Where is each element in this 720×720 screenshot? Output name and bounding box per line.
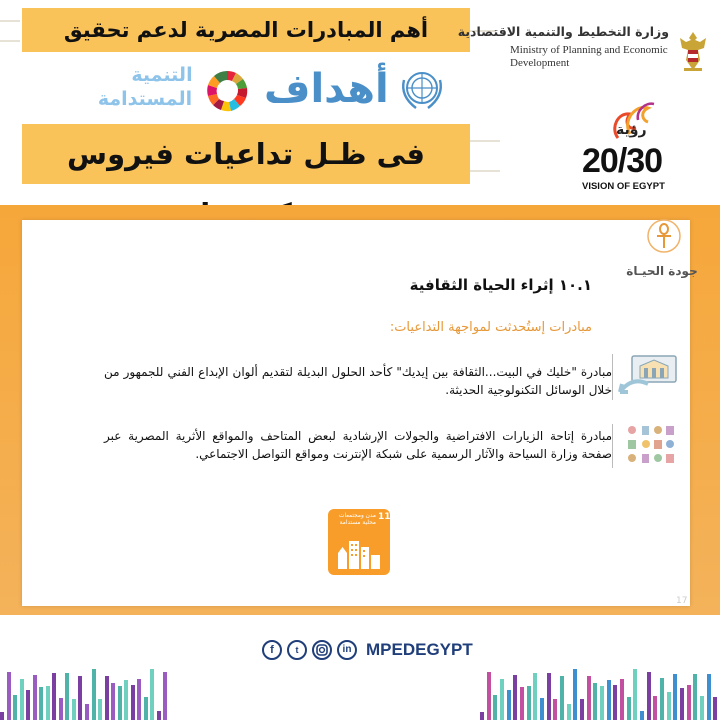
equalizer-bar — [507, 690, 511, 720]
vision-2030-logo — [578, 98, 688, 193]
equalizer-bar — [20, 679, 24, 720]
equalizer-bar — [540, 698, 544, 720]
equalizer-bar — [607, 680, 611, 720]
equalizer-bar — [500, 679, 504, 720]
sdg-word: أهداف — [264, 66, 389, 112]
divider — [612, 354, 613, 400]
twitter-icon[interactable]: t — [287, 640, 307, 660]
equalizer-bar — [560, 676, 564, 720]
equalizer-bar — [13, 695, 17, 720]
sdg-word-line2: المستدامة — [97, 88, 193, 110]
sdg-wheel-icon — [204, 68, 250, 114]
equalizer-bar — [137, 679, 141, 720]
equalizer-bar — [620, 679, 624, 720]
ministry-name-en: Ministry of Planning and Economic Development — [510, 44, 668, 69]
equalizer-bar — [157, 711, 161, 720]
equalizer-bar — [687, 685, 691, 720]
sdg-word-line1: التنمية — [131, 64, 193, 86]
equalizer-bar — [707, 674, 711, 720]
equalizer-bar — [72, 699, 76, 720]
equalizer-bar — [105, 676, 109, 720]
equalizer-bar — [700, 696, 704, 720]
initiative-1: مبادرة "خليك في البيت...الثقافة بين إيديك" كأحد الحلول البديلة لتقديم ألوان الإبداع الفني للجمهور من خلال الوسائل التكنولوجية الحديثة. — [104, 365, 612, 397]
equalizer-bar — [0, 712, 4, 720]
equalizer-bar — [59, 698, 63, 720]
equalizer-bar — [587, 676, 591, 720]
equalizer-bar — [39, 687, 43, 720]
equalizer-bar — [667, 692, 671, 720]
ministry-logo — [457, 18, 715, 78]
equalizer-bar — [640, 711, 644, 720]
equalizer-bar — [124, 680, 128, 720]
equalizer-bar — [547, 673, 551, 720]
equalizer-bar — [600, 686, 604, 720]
equalizer-bar — [111, 683, 115, 720]
equalizer-bar — [78, 676, 82, 720]
section-subtitle: مبادرات إستُحدثت لمواجهة التداعيات: — [389, 320, 592, 335]
social-handle[interactable]: MPEDEGYPT — [366, 640, 473, 659]
sdg-title — [90, 60, 470, 120]
equalizer-bar — [553, 699, 557, 720]
sdg11-badge — [328, 509, 390, 575]
equalizer-bar — [653, 696, 657, 720]
vision-label-ar: رؤية — [616, 122, 647, 138]
equalizer-bar — [693, 674, 697, 720]
ministry-name-ar: وزارة التخطيط والتنمية الاقتصادية — [457, 24, 669, 39]
equalizer-bar — [493, 695, 497, 720]
equalizer-bar — [673, 674, 677, 720]
top-banner — [22, 8, 470, 52]
page-number: 17 — [676, 596, 688, 606]
equalizer-bar — [98, 699, 102, 720]
equalizer-bar — [131, 685, 135, 720]
equalizer-bar — [627, 697, 631, 720]
equalizer-bar — [567, 704, 571, 720]
equalizer-bar — [85, 704, 89, 720]
quality-of-life-badge — [624, 214, 706, 290]
equalizer-bar — [593, 683, 597, 720]
equalizer-bar — [480, 712, 484, 720]
bottom-banner — [22, 124, 470, 184]
equalizer-decoration-left — [0, 665, 170, 720]
equalizer-bar — [150, 669, 154, 720]
equalizer-bar — [713, 697, 717, 720]
equalizer-bar — [65, 673, 69, 720]
equalizer-bar — [520, 687, 524, 720]
sdg11-label: مدن ومجتمعات محلية مستدامة — [338, 513, 376, 526]
equalizer-bar — [573, 669, 577, 720]
equalizer-bar — [92, 669, 96, 720]
vision-label-en: VISION OF EGYPT — [582, 181, 665, 192]
equalizer-bar — [163, 672, 167, 720]
initiative-2: مبادرة إتاحة الزيارات الافتراضية والجولات الإرشادية لبعض المتاحف والمواقع الأثرية المصرية عبر صفحة وزارة السياحة والآثار الرسمية على شبكة الإنترنت ومواقع التواصل الاجتماعي. — [104, 429, 612, 461]
linkedin-icon[interactable]: in — [337, 640, 357, 660]
museum-screen-icon — [618, 352, 680, 402]
equalizer-bar — [533, 673, 537, 720]
equalizer-bar — [144, 697, 148, 720]
equalizer-bar — [580, 699, 584, 720]
equalizer-bar — [527, 686, 531, 720]
top-banner-text: أهم المبادرات المصرية لدعم تحقيق — [63, 18, 429, 42]
artifacts-grid-icon — [618, 422, 680, 470]
equalizer-bar — [52, 673, 56, 720]
equalizer-bar — [7, 672, 11, 720]
equalizer-decoration-right — [480, 665, 720, 720]
equalizer-bar — [680, 688, 684, 720]
equalizer-bar — [513, 675, 517, 720]
equalizer-bar — [118, 686, 122, 720]
equalizer-bar — [633, 669, 637, 720]
vision-number: 20/30 — [582, 142, 663, 180]
equalizer-bar — [46, 686, 50, 720]
instagram-icon[interactable] — [312, 640, 332, 660]
bottom-banner-text: فى ظـل تداعيات فيروس — [67, 137, 425, 171]
social-bar — [262, 640, 492, 662]
equalizer-bar — [660, 678, 664, 720]
badge-label: جودة الحيـاة — [626, 264, 698, 278]
equalizer-bar — [33, 675, 37, 720]
section-title: ١٠.١ إثراء الحياة الثقافية — [409, 276, 592, 294]
un-emblem-icon — [398, 66, 446, 112]
equalizer-bar — [487, 672, 491, 720]
city-icon — [336, 535, 382, 571]
ankh-icon — [644, 214, 684, 264]
sdg11-number: 11 — [378, 512, 391, 522]
equalizer-bar — [647, 672, 651, 720]
equalizer-bar — [613, 685, 617, 720]
divider — [612, 424, 613, 468]
eagle-emblem-icon — [678, 30, 708, 74]
equalizer-bar — [26, 690, 30, 720]
facebook-icon[interactable]: f — [262, 640, 282, 660]
